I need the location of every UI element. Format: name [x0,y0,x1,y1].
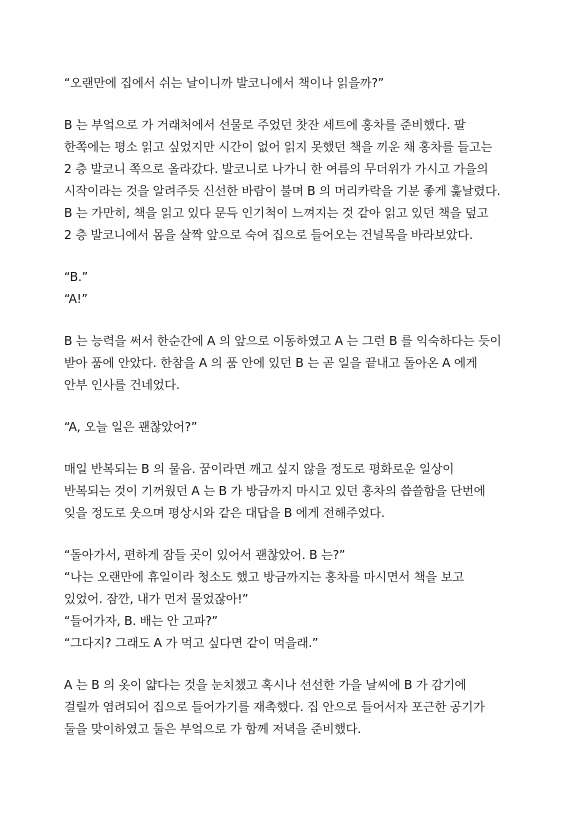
text-line: 2 층 발코니 쪽으로 올라갔다. 발코니로 나가니 한 여름의 무더위가 가시고 가을의 [64,162,489,176]
text-line: “들어가자, B. 배는 안 고파?” [64,614,218,628]
narrative-paragraph [64,458,524,524]
text-line: “그다지? 그래도 A 가 먹고 싶다면 같이 먹을래.” [64,636,319,650]
dialogue-paragraph [64,72,524,94]
text-line: “나는 오랜만에 휴일이라 청소도 했고 방금까지는 홍차를 마시면서 책을 보고 [64,570,464,584]
narrative-paragraph [64,114,524,246]
dialogue-paragraph [64,544,524,654]
text-line: 걸릴까 염려되어 집으로 들어가기를 재촉했다. 집 안으로 들어서자 포근한 공기가 [64,700,485,714]
narrative-paragraph [64,330,524,396]
document-page [64,72,524,740]
text-line: “오랜만에 집에서 쉬는 날이니까 발코니에서 책이나 읽을까?” [64,76,384,90]
text-line: 매일 반복되는 B 의 물음. 꿈이라면 깨고 싶지 않을 정도로 평화로운 일상이 [64,462,454,476]
text-line: 잊을 정도로 웃으며 평상시와 같은 대답을 B 에게 전해주었다. [64,506,385,520]
text-line: A 는 B 의 옷이 얇다는 것을 눈치챘고 혹시나 선선한 가을 날씨에 B 가 감기에 [64,678,467,692]
text-line: “B.” [64,270,88,284]
text-line: 받아 품에 안았다. 한참을 A 의 품 안에 있던 B 는 곧 일을 끝내고 돌아온 A 에게 [64,356,478,370]
text-line: B 는 부엌으로 가 거래처에서 선물로 주었던 찻잔 세트에 홍차를 준비했다. 팔 [64,118,466,132]
text-line: B 는 가만히, 책을 읽고 있다 문득 인기척이 느껴지는 것 같아 읽고 있던 책을 덮고 [64,206,489,220]
text-line: B 는 능력을 써서 한순간에 A 의 앞으로 이동하였고 A 는 그런 B 를 익숙하다는 듯이 [64,334,502,348]
text-line: 한쪽에는 평소 읽고 싶었지만 시간이 없어 읽지 못했던 책을 끼운 채 홍차를 들고는 [64,140,493,154]
narrative-paragraph [64,674,524,740]
text-line: “A, 오늘 일은 괜찮았어?” [64,420,198,434]
text-line: 반복되는 것이 기꺼웠던 A 는 B 가 방금까지 마시고 있던 홍차의 씁쓸함을 단번에 [64,484,486,498]
dialogue-paragraph [64,416,524,438]
text-line: 둘을 맞이하였고 둘은 부엌으로 가 함께 저녁을 준비했다. [64,722,362,736]
text-line: 안부 인사를 건네었다. [64,378,180,392]
text-line: 있었어. 잠깐, 내가 먼저 물었잖아!” [64,592,249,606]
text-line: “돌아가서, 편하게 잠들 곳이 있어서 괜찮았어. B 는?” [64,548,346,562]
text-line: 2 층 발코니에서 몸을 살짝 앞으로 숙여 집으로 들어오는 건널목을 바라보았다. [64,228,473,242]
text-line: 시작이라는 것을 알려주듯 신선한 바람이 불며 B 의 머리카락을 기분 좋게 훑날렸다. [64,184,501,198]
text-line: “A!” [64,292,88,306]
dialogue-paragraph [64,266,524,310]
